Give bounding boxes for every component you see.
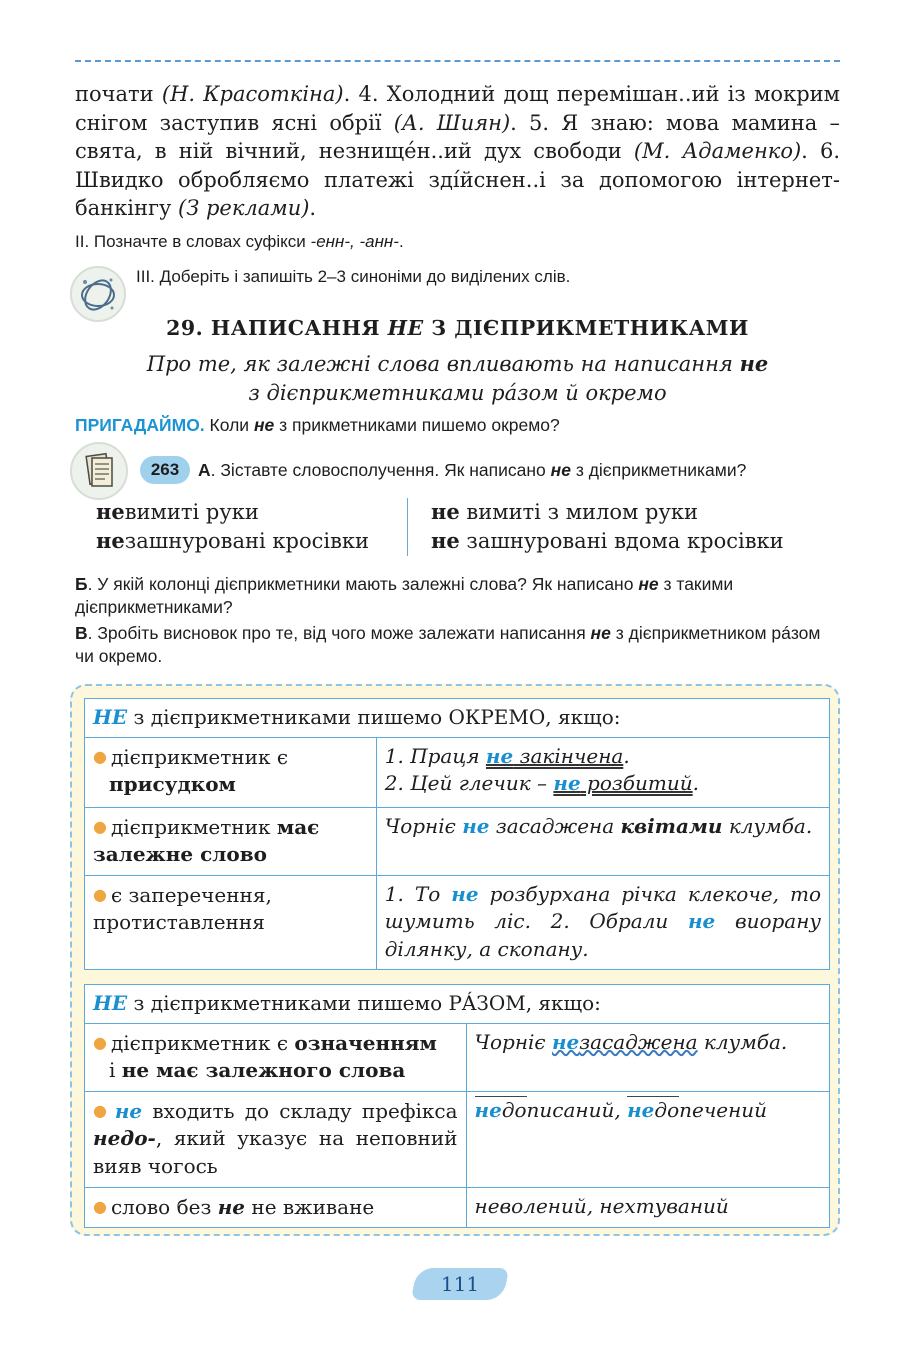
source-attribution: (З реклами) [178,196,310,220]
task-2: ІІ. Позначте в словах суфікси -енн-, -анн-. [75,232,404,251]
author-attribution: (Н. Красоткіна) [161,82,344,106]
phrase: незашнуровані кросівки [96,527,370,553]
rule-condition: ● дієприкметник є присудком [85,737,377,807]
page-number: 111 [440,1272,480,1296]
remember-prompt: ПРИГАДАЙМО. Коли не з прикметниками пишемо окремо? [75,415,560,435]
notebook-icon [70,442,128,500]
rule-condition: ● дієприкметник є означенням і не має залежного слова [85,1023,467,1091]
rules-table-separate [84,698,830,970]
phrase: невимиті руки [96,499,259,524]
rule-condition: ● дієприкметник має залежне слово [85,807,377,875]
rule-example: Чорніє не засаджена квітами клумба. [376,807,829,875]
top-dashed-divider [75,60,840,62]
phrase: не вимиті з милом руки [431,499,698,524]
rule-condition: ● слово без не не вживане [85,1187,467,1228]
exercise-number: 263 [140,456,190,484]
author-attribution: (А. Шиян) [393,110,511,135]
exercise-part-a: А. Зіставте словосполучення. Як написано не з дієприкметниками? [198,460,747,480]
rules-table-together [84,984,830,1228]
table-header: НЕ з дієприкметниками пишемо ОКРЕМО, якщо: [85,699,830,738]
rule-example: 1. То не розбурхана річка клекоче, то шумить ліс. 2. Обрали не виорану ділянку, а скопану. [376,875,829,970]
rule-condition: ● є заперечення, протиставлення [85,875,377,970]
comparison-right-column [431,498,784,555]
phrase: не зашнуровані вдома кросівки [431,527,784,553]
section-title: 29. НАПИСАННЯ НЕ З ДІЄПРИКМЕТНИКАМИ [166,316,749,340]
text-paragraph: почати (Н. Красоткіна). 4. Холодний дощ перемішан..ий із мокрим снігом заступив ясні обрії (А. Шиян). 5. Я знаю: мова мамина – свята, в ній вічний, незнищéн..ий дух свободи (М. Адаменко). 6. Швидко обробляємо платежі здíйснен..і за допомогою інтернет-банкінгу (З реклами). [75,82,840,220]
rule-example: 1. Праця не закінчена. 2. Цей глечик – не розбитий. [376,737,829,807]
task-3: ІІІ. Доберіть і запишіть 2–3 синоніми до виділених слів. [136,267,571,286]
rule-condition: ● не входить до складу префікса недо-, який указує на неповний вияв чогось [85,1091,467,1187]
author-attribution: (М. Адаменко) [633,139,802,163]
synonyms-icon [70,266,126,322]
rule-example: недописаний, недопечений [466,1091,829,1187]
exercise-part-v: В. Зробіть висновок про те, від чого може залежати написання не з дієприкметником рáзом чи окремо. [75,623,821,666]
comparison-left-column [96,498,369,555]
table-header: НЕ з дієприкметниками пишемо РÁЗОМ, якщо: [85,985,830,1024]
rule-example: Чорніє незасаджена клумба. [466,1023,829,1091]
rule-example: неволений, нехтуваний [466,1187,829,1228]
column-divider [407,498,408,556]
section-subtitle: Про те, як залежні слова впливають на написання не з дієприкметниками рáзом й окремо [146,351,769,405]
exercise-part-b: Б. У якій колонці дієприкметники мають залежні слова? Як написано не з такими дієприкметниками? [75,574,734,617]
